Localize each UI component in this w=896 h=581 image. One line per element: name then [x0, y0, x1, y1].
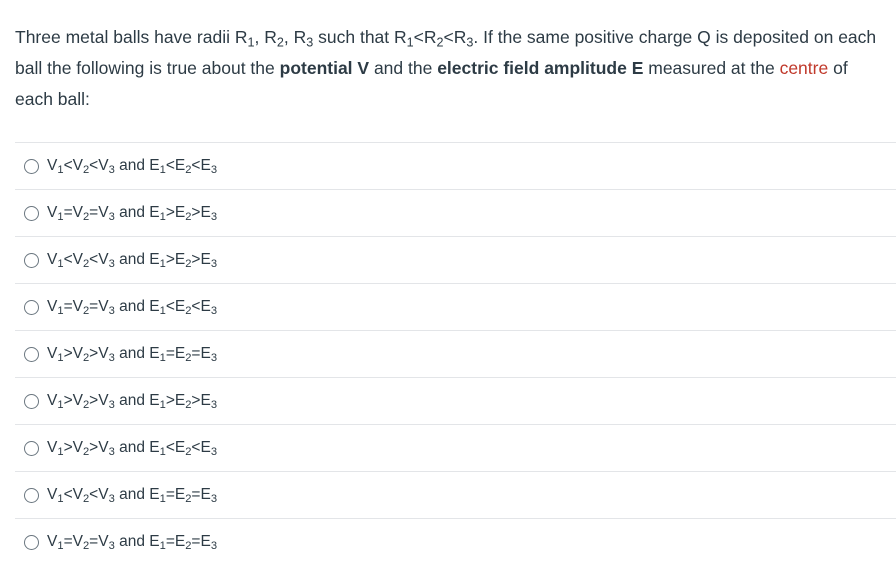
- radio-button-icon[interactable]: [24, 394, 39, 409]
- answer-label: $V_1<V_2<V_3$ and $E_1=E_2=E_3$: [47, 486, 218, 506]
- radio-button-icon[interactable]: [24, 300, 39, 315]
- answer-label: $V_1=V_2=V_3$ and $E_1>E_2>E_3$: [47, 204, 218, 224]
- answer-option[interactable]: [15, 189, 896, 236]
- answer-label: $V_1>V_2>V_3$ and $E_1>E_2>E_3$: [47, 392, 218, 412]
- answer-option[interactable]: [15, 471, 896, 518]
- answer-label: $V_1=V_2=V_3$ and $E_1<E_2<E_3$: [47, 298, 218, 318]
- radio-button-icon[interactable]: [24, 535, 39, 550]
- answer-option[interactable]: [15, 236, 896, 283]
- radio-button-icon[interactable]: [24, 206, 39, 221]
- radio-button-icon[interactable]: [24, 347, 39, 362]
- field-term: electric field amplitude E: [437, 58, 644, 78]
- answer-option[interactable]: [15, 330, 896, 377]
- radio-button-icon[interactable]: [24, 441, 39, 456]
- answer-option[interactable]: [15, 518, 896, 565]
- answer-list: [15, 142, 896, 565]
- answer-label: $V_1=V_2=V_3$ and $E_1=E_2=E_3$: [47, 533, 218, 553]
- radio-button-icon[interactable]: [24, 159, 39, 174]
- radio-button-icon[interactable]: [24, 488, 39, 503]
- answer-option[interactable]: [15, 142, 896, 189]
- potential-term: potential V: [279, 58, 370, 78]
- centre-highlight: centre: [779, 58, 829, 78]
- answer-label: $V_1>V_2>V_3$ and $E_1=E_2=E_3$: [47, 345, 218, 365]
- answer-option[interactable]: [15, 283, 896, 330]
- question-text: Three metal balls have radii $R_1$, $R_2$, $R_3$ such that $R_1<R_2<R_3$. If the same positive charge Q is deposited on each ball the following is true about the potential V and the electric field amplitude E measured at the centre of each ball:: [15, 27, 877, 109]
- answer-label: $V_1<V_2<V_3$ and $E_1>E_2>E_3$: [47, 251, 218, 271]
- answer-label: $V_1>V_2>V_3$ and $E_1<E_2<E_3$: [47, 439, 218, 459]
- answer-label: $V_1<V_2<V_3$ and $E_1<E_2<E_3$: [47, 157, 218, 177]
- radio-button-icon[interactable]: [24, 253, 39, 268]
- answer-option[interactable]: [15, 424, 896, 471]
- answer-option[interactable]: [15, 377, 896, 424]
